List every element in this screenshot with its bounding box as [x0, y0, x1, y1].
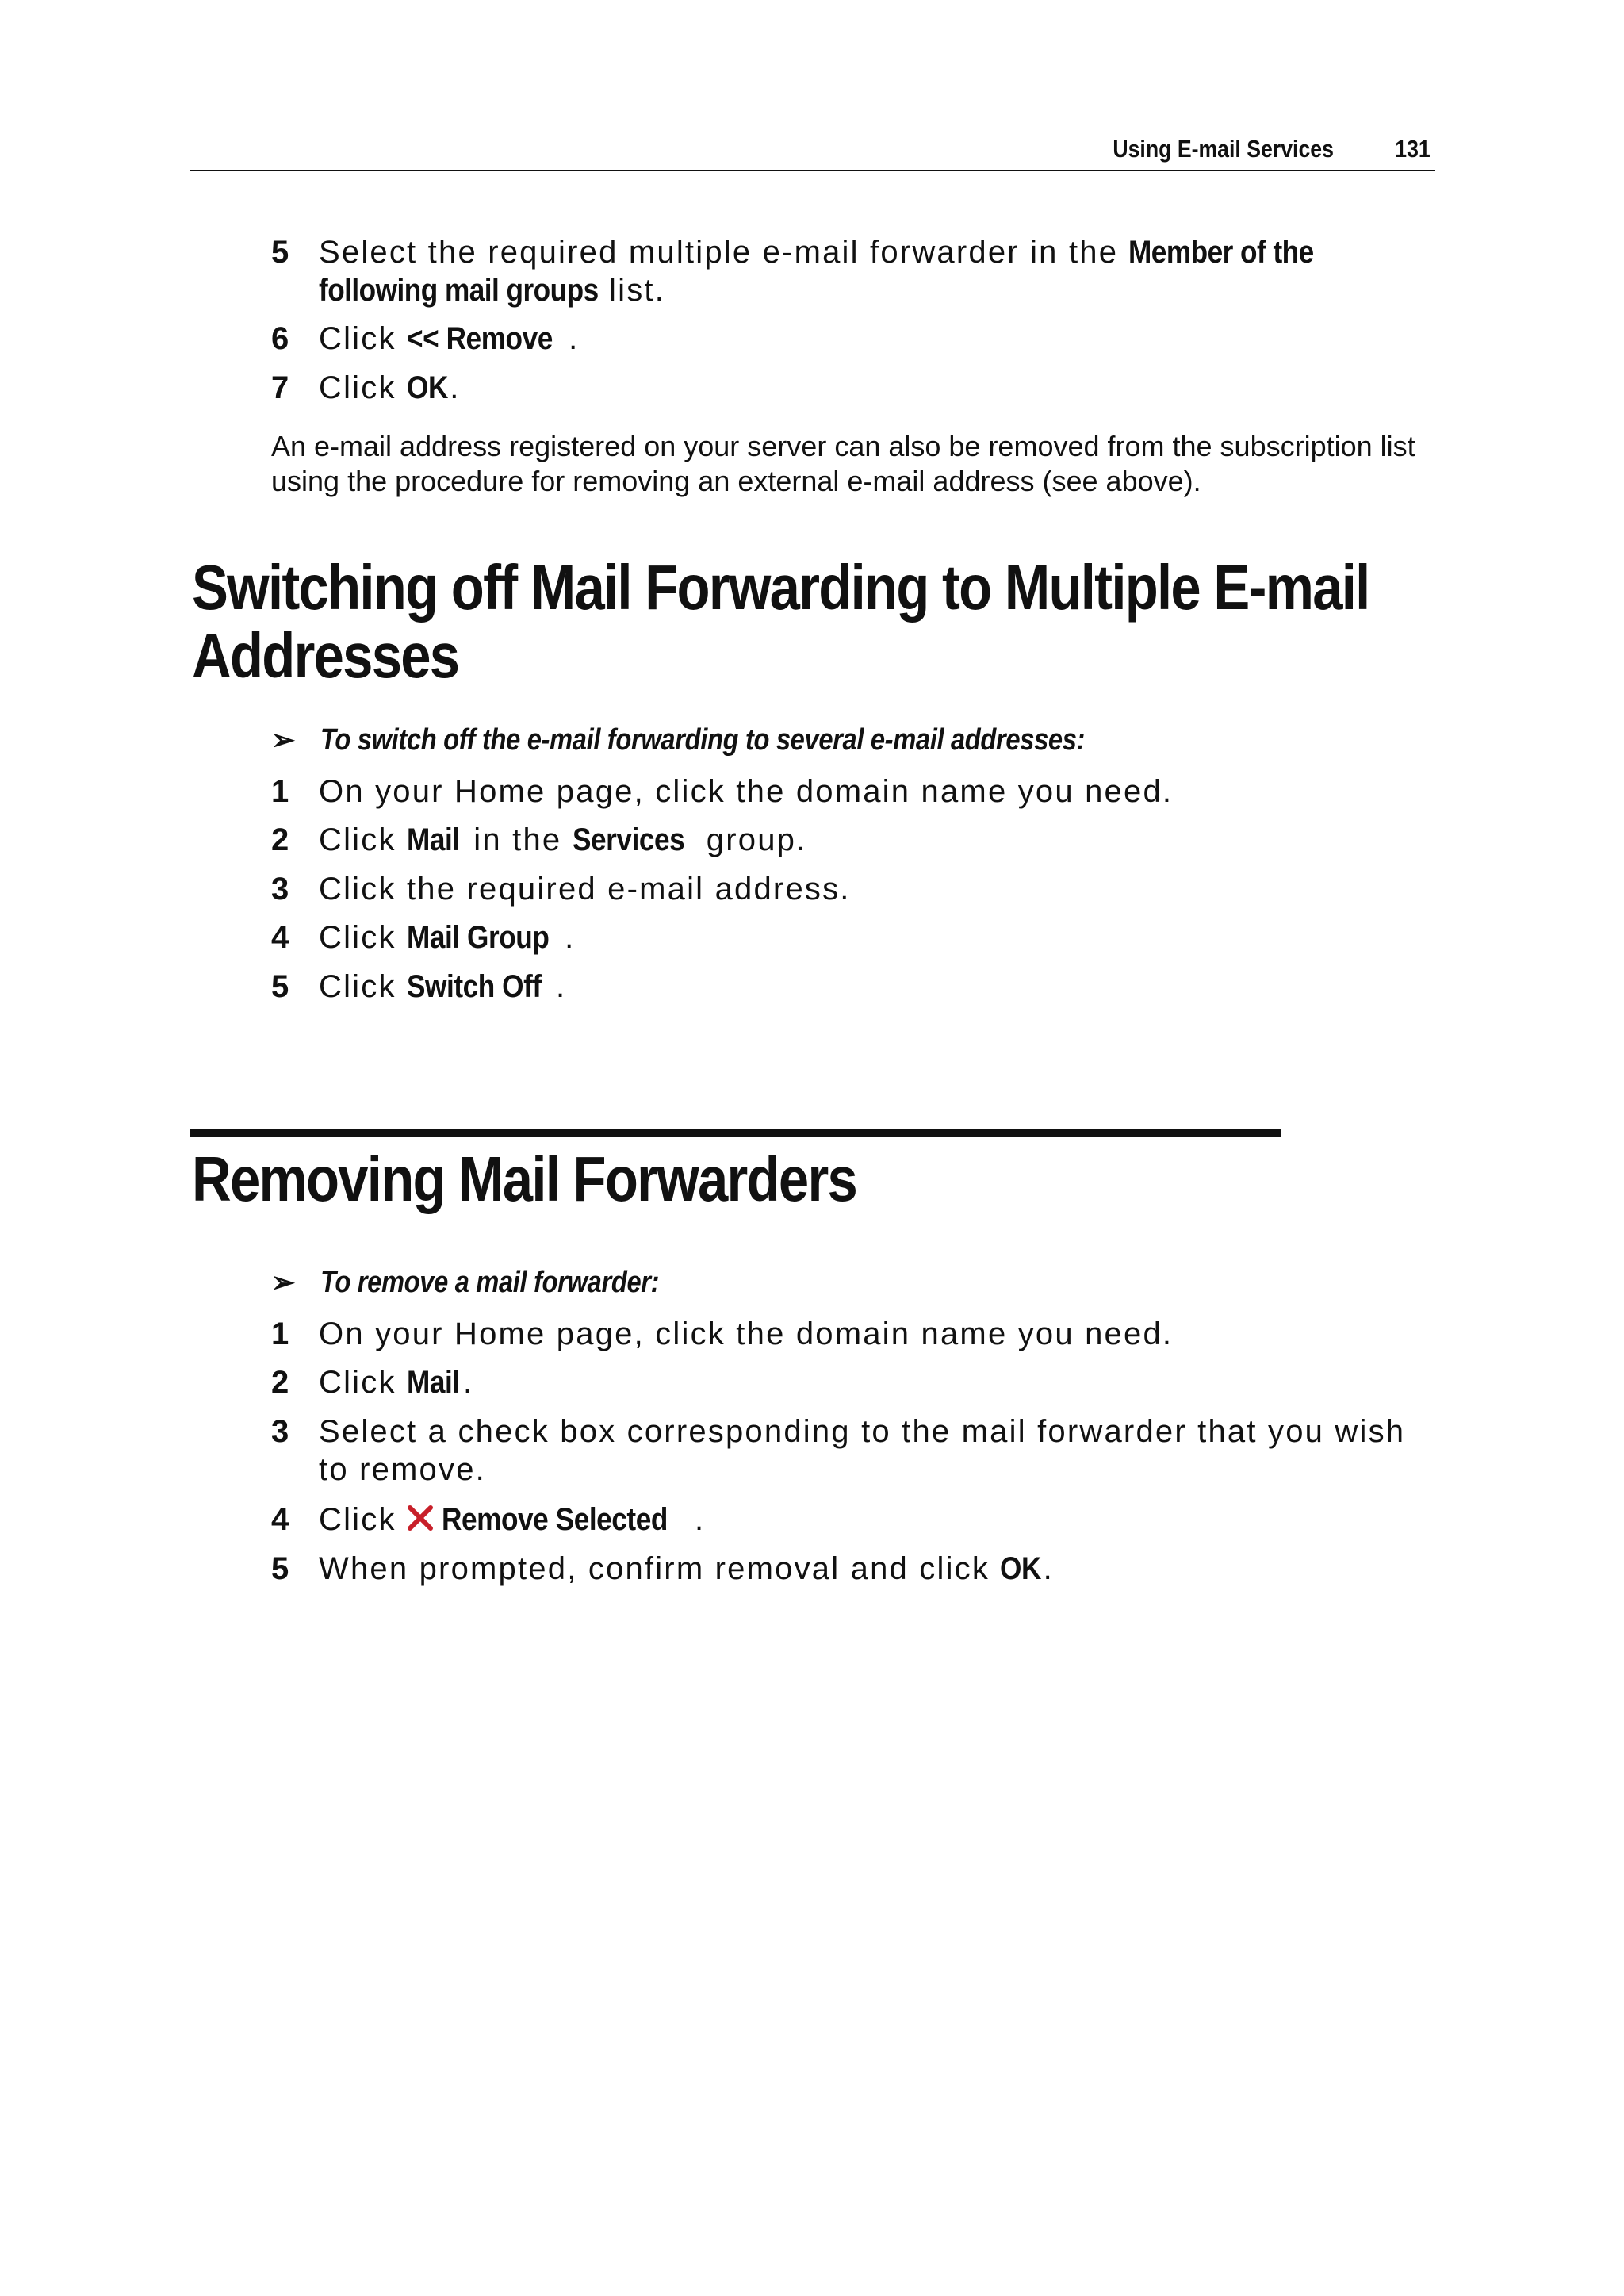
step-text: Click the required e-mail address.	[319, 872, 851, 907]
step-text	[319, 821, 1429, 859]
step-text-part: in the	[462, 822, 573, 857]
step-text	[319, 1550, 1429, 1588]
running-header-section: Using E-mail Services	[1113, 135, 1334, 163]
step-text-part: Click	[319, 1502, 407, 1537]
ui-term: Mail	[406, 1365, 460, 1400]
step-text	[319, 918, 1429, 956]
step-number: 5	[271, 969, 289, 1004]
note-paragraph: An e-mail address registered on your server can also be removed from the subscription list using the procedure for removing an external e-mail address (see above).	[271, 430, 1415, 497]
section-heading-line: Switching off Mail Forwarding to Multiple E-mail	[192, 552, 1369, 623]
step-number: 5	[271, 1551, 289, 1586]
section-heading: Removing Mail Forwarders	[192, 1144, 857, 1214]
ui-term: Switch Off	[406, 969, 542, 1004]
section-heading	[192, 554, 1454, 690]
chapter-rule	[190, 1129, 1281, 1137]
step-text-part: Click	[319, 321, 407, 356]
ui-term: following mail groups	[319, 273, 599, 308]
step-text-part: .	[565, 920, 576, 955]
step-number: 3	[271, 1414, 289, 1449]
procedure-title	[271, 1264, 714, 1301]
step-number: 4	[271, 920, 289, 955]
arrow-bullet-icon: ➢	[271, 1266, 296, 1298]
step-text	[319, 1501, 1429, 1539]
step-text-part: Click	[319, 969, 407, 1004]
step-number: 1	[271, 774, 289, 809]
step-text: On your Home page, click the domain name you need.	[319, 1317, 1174, 1351]
step-number: 7	[271, 370, 289, 405]
step-number: 4	[271, 1502, 289, 1537]
step-text-part: .	[1043, 1551, 1054, 1586]
ui-term: Member of the	[1128, 235, 1315, 270]
step-number: 1	[271, 1317, 289, 1351]
step-text-part: Click	[319, 920, 407, 955]
ui-term: << Remove	[406, 321, 553, 356]
step-text	[319, 1363, 1429, 1401]
step-number: 3	[271, 872, 289, 907]
arrow-bullet-icon: ➢	[271, 723, 296, 756]
step-number: 2	[271, 1365, 289, 1400]
step-text	[319, 233, 1429, 309]
step-text-part: list.	[598, 273, 666, 308]
step-number: 6	[271, 321, 289, 356]
step-text	[319, 320, 1429, 358]
page-number: 131	[1395, 135, 1431, 163]
step-text-part: Click	[319, 370, 407, 405]
step-text-part: .	[555, 969, 567, 1004]
ui-term: Services	[572, 822, 684, 857]
step-text: On your Home page, click the domain name you need.	[319, 774, 1174, 809]
ui-term: Mail Group	[406, 920, 550, 955]
ui-term: OK	[1000, 1551, 1042, 1586]
step-text-part: .	[569, 321, 580, 356]
procedure-title	[271, 722, 1209, 758]
step-text	[319, 369, 1429, 407]
step-text-part: .	[450, 370, 461, 405]
step-text-part: Click	[319, 1365, 407, 1400]
step-text-part: .	[694, 1502, 706, 1537]
running-header	[190, 135, 1435, 171]
ui-term: OK	[406, 370, 448, 405]
step-text-part: Click	[319, 822, 407, 857]
step-text: Select a check box corresponding to the mail forwarder that you wish to remove.	[319, 1414, 1406, 1487]
step-text	[319, 968, 1429, 1006]
ui-term: Mail	[406, 822, 460, 857]
step-text-part: .	[462, 1365, 474, 1400]
step-number: 2	[271, 822, 289, 857]
step-text-part: When prompted, confirm removal and click	[319, 1551, 1001, 1586]
procedure-text: To remove a mail forwarder:	[320, 1266, 660, 1299]
red-x-remove-icon	[407, 1504, 434, 1531]
ui-term: Remove Selected	[441, 1502, 668, 1537]
procedure-text: To switch off the e-mail forwarding to several e-mail addresses:	[320, 723, 1086, 757]
step-text-part: group.	[695, 822, 807, 857]
step-text-part: Select the required multiple e-mail forwarder in the	[319, 235, 1129, 270]
section-heading-line: Addresses	[192, 620, 459, 691]
step-number: 5	[271, 235, 289, 270]
